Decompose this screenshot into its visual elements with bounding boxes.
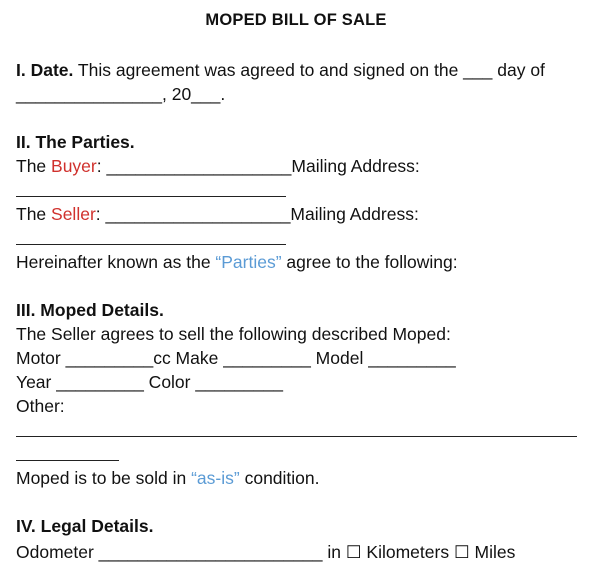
buyer-address-blank-line [16, 196, 286, 197]
date-heading: I. Date. [16, 60, 74, 80]
other-blank-line-2 [16, 460, 119, 461]
other-label: Other: [16, 396, 65, 416]
hereinafter-before: Hereinafter known as the [16, 252, 216, 272]
date-text: This agreement was agreed to and signed on the ___ day of [73, 60, 545, 80]
condition-after: condition. [239, 468, 320, 488]
seller-address-blank-line [16, 244, 286, 245]
as-is-term: “as-is” [191, 468, 240, 488]
date-line-2: _______________, 20___. [16, 84, 226, 104]
condition-line [16, 467, 320, 489]
parties-term: “Parties” [215, 252, 282, 272]
seller-label: Seller [51, 204, 96, 224]
hereinafter-after: agree to the following: [281, 252, 458, 272]
condition-before: Moped is to be sold in [16, 468, 192, 488]
moped-intro: The Seller agrees to sell the following described Moped: [16, 324, 451, 344]
moped-details-heading: III. Moped Details. [16, 300, 164, 320]
seller-suffix: : ___________________Mailing Address: [95, 204, 419, 224]
buyer-label: Buyer [51, 156, 97, 176]
parties-heading: II. The Parties. [16, 132, 135, 152]
date-paragraph [16, 59, 545, 81]
buyer-suffix: : ___________________Mailing Address: [96, 156, 420, 176]
odometer-row: Odometer _______________________ in ☐ Kilometers ☐ Miles [16, 542, 516, 562]
buyer-line [16, 155, 420, 177]
document-title: MOPED BILL OF SALE [205, 11, 387, 29]
motor-make-model-row: Motor _________cc Make _________ Model _________ [16, 348, 456, 368]
seller-prefix: The [16, 204, 52, 224]
year-color-row: Year _________ Color _________ [16, 372, 283, 392]
buyer-prefix: The [16, 156, 52, 176]
seller-line [16, 203, 419, 225]
hereinafter-line [16, 251, 458, 273]
other-blank-line-1 [16, 436, 577, 437]
legal-details-heading: IV. Legal Details. [16, 516, 154, 536]
